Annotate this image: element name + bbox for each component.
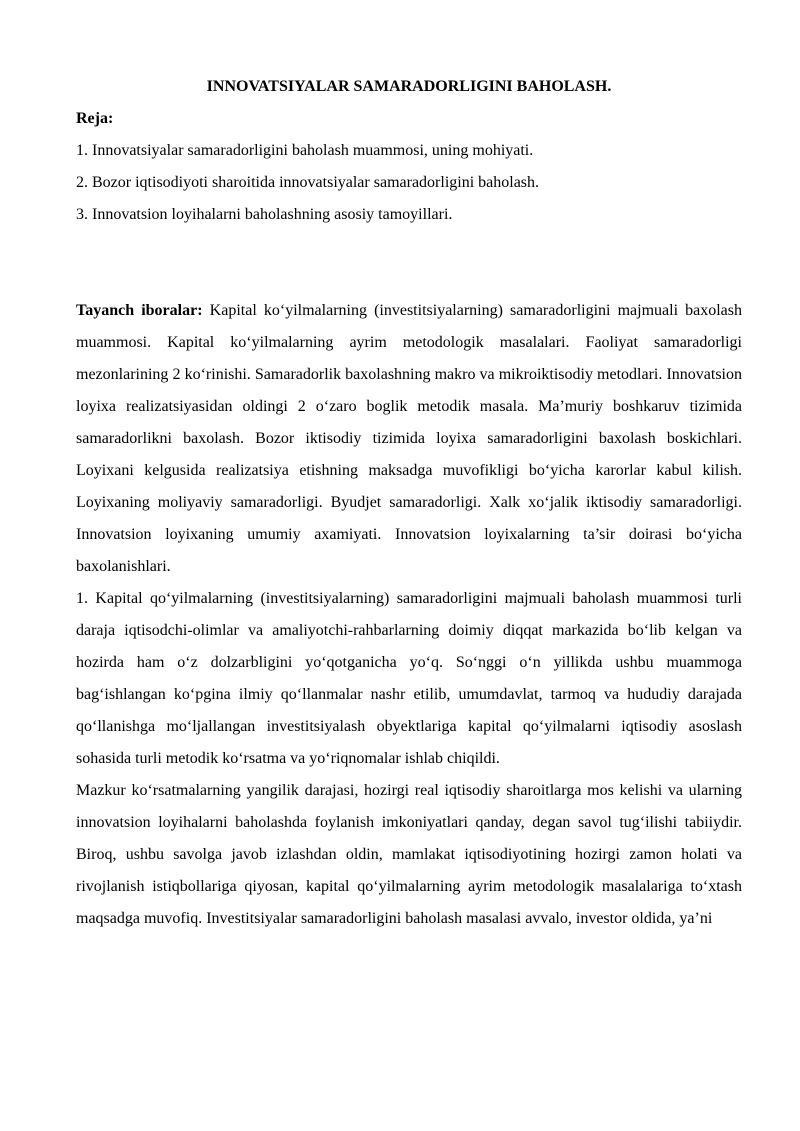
plan-item: 3. Innovatsion loyihalarni baholashning asosiy tamoyillari. <box>76 206 453 223</box>
keywords-paragraph <box>76 295 742 583</box>
body-paragraph-1: 1. Kapital qo‘yilmalarning (investitsiyalarning) samaradorligini majmuali baholash muammosi turli daraja iqtisodchi-olimlar va amaliyotchi-rahbarlarning doimiy diqqat markazida bo‘lib kelgan va hozirda ham o‘z dolzarbligini yo‘qotganicha yo‘q. So‘nggi o‘n yillikda ushbu muammoga bag‘ishlangan ko‘pgina ilmiy qo‘llanmalar nashr etilib, umumdavlat, tarmoq va hududiy darajada qo‘llanishga mo‘ljallangan investitsiyalash obyektlariga kapital qo‘yilmalarni iqtisodiy asoslash sohasida turli metodik ko‘rsatma va yo‘riqnomalar ishlab chiqildi. <box>76 590 742 767</box>
body-paragraph-2: Mazkur ko‘rsatmalarning yangilik darajasi, hozirgi real iqtisodiy sharoitlarga mos kelishi va ularning innovatsion loyihalarni baholashda foylanish imkoniyatlari qanday, degan savol tug‘ilishi tabiiydir. Biroq, ushbu savolga javob izlashdan oldin, mamlakat iqtisodiyotining hozirgi zamon holati va rivojlanish istiqbollariga qiyosan, kapital qo‘yilmalarning ayrim metodologik masalalariga to‘xtash maqsadga muvofiq. Investitsiyalar samaradorligini baholash masalasi avvalo, investor oldida, ya’ni <box>76 782 742 927</box>
keywords-text: Kapital ko‘yilmalarning (investitsiyalarning) samaradorligini majmuali baxolash muammosi. Kapital ko‘yilmalarning ayrim metodologik masalalari. Faoliyat samaradorligi mezonlarining 2 ko‘rinishi. Samaradorlik baxolashning makro va mikroiktisodiy metodlari. Innovatsion loyixa realizatsiyasidan oldingi 2 o‘zaro boglik metodik masala. Ma’muriy boshkaruv tizimida samaradorlikni baxolash. Bozor iktisodiy tizimida loyixa samaradorligini baxolash boskichlari. Loyixani kelgusida realizatsiya etishning maksadga muvofikligi bo‘yicha karorlar kabul kilish. Loyixaning moliyaviy samaradorligi. Byudjet samaradorligi. Xalk xo‘jalik iktisodiy samaradorligi. Innovatsion loyixaning umumiy axamiyati. Innovatsion loyixalarning ta’sir doirasi bo‘yicha baxolanishlari. <box>76 302 743 575</box>
plan-label: Reja: <box>76 110 114 127</box>
plan-item: 2. Bozor iqtisodiyoti sharoitida innovatsiyalar samaradorligini baholash. <box>76 174 540 191</box>
document-title: INNOVATSIYALAR SAMARADORLIGINI BAHOLASH. <box>206 78 612 95</box>
spacer <box>76 231 742 295</box>
plan-item: 1. Innovatsiyalar samaradorligini baholash muammosi, uning mohiyati. <box>76 142 534 159</box>
document-content <box>76 71 742 935</box>
plan-list <box>76 135 742 231</box>
keywords-label: Tayanch iboralar: <box>76 302 203 319</box>
